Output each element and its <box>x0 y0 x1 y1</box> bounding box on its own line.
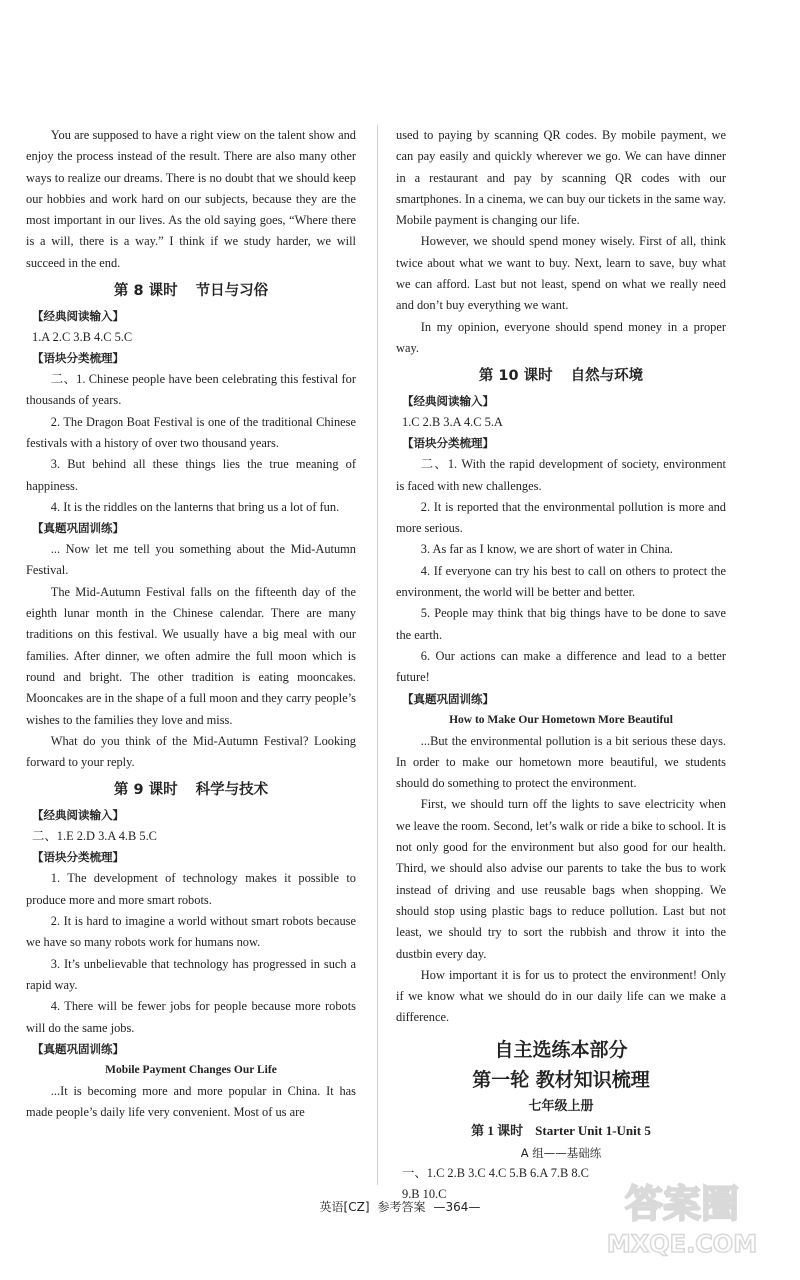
continued-paragraph: However, we should spend money wisely. First of all, think twice about what we want to buy. Next, learn to save, buy what we can afford. Last but not least, spend on what we really need and don’t buy everything we want. <box>396 234 726 313</box>
unit-heading <box>396 1119 726 1143</box>
lesson10-item: 6. Our actions can make a difference and lead to a better future! <box>396 648 726 685</box>
lesson8-essay-paragraph: ... Now let me tell you something about the Mid-Autumn Festival. <box>26 542 356 578</box>
svg-text:答案圈: 答案圈 <box>624 1182 740 1226</box>
lesson9-tag-chunks: 【语块分类梳理】 <box>32 850 124 865</box>
lesson8-essay-paragraph: The Mid-Autumn Festival falls on the fifteenth day of the eighth lunar month in the Chinese calendar. There are many traditions on this festival. We usually have a big meal with our families. After dinner, we often admire the full moon which is round and bright. The other tradition is eating mooncakes. Mooncakes are in the shape of a full moon and they carry people’s wishes to the families they love and miss. <box>26 584 356 727</box>
footer-label: 参考答案 <box>377 1200 426 1214</box>
lesson9-essay-title: Mobile Payment Changes Our Life <box>105 1063 277 1076</box>
lesson8-item: 2. The Dragon Boat Festival is one of the traditional Chinese festivals with a history of over two thousand years. <box>26 414 356 450</box>
lesson8-heading <box>26 280 356 302</box>
lesson9-item: 4. There will be fewer jobs for people because more robots will do the same jobs. <box>26 999 356 1035</box>
lesson10-tag-practice: 【真题巩固训练】 <box>402 691 494 706</box>
lesson9-number: 第 9 课时 <box>113 782 178 799</box>
lesson10-topic: 自然与环境 <box>570 368 644 385</box>
unit-answers-line1: 一、1.C 2.B 3.C 4.C 5.B 6.A 7.B 8.C <box>402 1165 589 1180</box>
lesson8-answers: 1.A 2.C 3.B 4.C 5.C <box>32 330 133 345</box>
lesson8-item: 二、1. Chinese people have been celebrating this festival for thousands of years. <box>26 372 356 408</box>
unit-lesson-number: 第 1 课时 <box>471 1122 524 1138</box>
lesson10-essay-paragraph: First, we should turn off the lights to save electricity when we leave the room. Second, let’s walk or ride a bike to school. It is not only good for the environment but also good for our health. Third, we should also advise our parents to take the bus to work instead of driving and use reusable bags when shopping. We should stop using plastic bags to reduce pollution. Last but not least, we should try to sort the rubbish and throw it into the dustbin every day. <box>396 797 726 961</box>
lesson8-tag-chunks: 【语块分类梳理】 <box>32 351 124 366</box>
lesson8-item: 3. But behind all these things lies the true meaning of happiness. <box>26 457 356 493</box>
lesson10-item: 4. If everyone can try his best to call on others to protect the environment, the world will be better and better. <box>396 563 726 600</box>
lesson9-tag-reading: 【经典阅读输入】 <box>32 808 124 823</box>
lesson9-item: 2. It is hard to imagine a world without smart robots because we have so many robots work for humans now. <box>26 914 356 950</box>
unit-name: Starter Unit 1-Unit 5 <box>535 1122 651 1138</box>
lesson10-item: 5. People may think that big things have to be done to save the earth. <box>396 606 726 642</box>
grade-title: 七年级上册 <box>528 1098 594 1114</box>
lesson10-item: 3. As far as I know, we are short of water in China. <box>420 542 673 557</box>
lesson10-item: 二、1. With the rapid development of society, environment is faced with new challenges. <box>396 457 726 493</box>
lesson10-tag-reading: 【经典阅读输入】 <box>402 394 494 409</box>
lesson8-number: 第 8 课时 <box>113 283 178 300</box>
continued-paragraph: In my opinion, everyone should spend money in a proper way. <box>396 319 726 355</box>
footer-subject: 英语[CZ] <box>319 1200 370 1214</box>
continued-paragraph: used to paying by scanning QR codes. By mobile payment, we can pay easily and quickly wherever we go. We can have dinner in a restaurant and pay by scanning QR codes with our smartphones. In a cinema, we can buy our tickets in the same way. Mobile payment is changing our life. <box>396 128 726 228</box>
lesson9-item: 3. It’s unbelievable that technology has progressed in such a rapid way. <box>26 956 356 992</box>
watermark-logo <box>582 1172 782 1262</box>
lesson10-essay-title: How to Make Our Hometown More Beautiful <box>449 713 673 726</box>
left-column <box>26 125 356 1123</box>
lesson8-topic: 节日与习俗 <box>195 283 269 300</box>
lesson8-essay-paragraph: What do you think of the Mid-Autumn Festival? Looking forward to your reply. <box>26 733 356 770</box>
lesson8-tag-reading: 【经典阅读输入】 <box>32 309 124 324</box>
lesson10-heading <box>396 365 726 387</box>
unit-answers-line2: 9.B 10.C <box>402 1186 447 1201</box>
lesson9-item: 1. The development of technology makes it possible to produce more and more smart robots. <box>26 871 356 907</box>
lesson8-item: 4. It is the riddles on the lanterns that bring us a lot of fun. <box>50 499 340 514</box>
lesson10-essay-paragraph: How important it is for us to protect the environment! Only if we know what we should do in our daily life can we make a difference. <box>396 967 726 1025</box>
lesson8-tag-practice: 【真题巩固训练】 <box>32 521 124 536</box>
right-column <box>396 125 726 1205</box>
lesson10-number: 第 10 课时 <box>478 368 553 385</box>
lesson10-essay-paragraph: ...But the environmental pollution is a bit serious these days. In order to make our hometown more beautiful, we students should do something to protect the environment. <box>396 733 726 791</box>
lesson10-item: 2. It is reported that the environmental pollution is more and more serious. <box>396 499 726 536</box>
lesson9-essay-paragraph: ...It is becoming more and more popular in China. It has made people’s daily life very convenient. Most of us are <box>26 1083 356 1120</box>
lesson9-topic: 科学与技术 <box>195 782 269 799</box>
svg-text:MXQE.COM: MXQE.COM <box>606 1230 758 1258</box>
page-number: —364— <box>433 1200 481 1214</box>
round-title: 第一轮 教材知识梳理 <box>472 1068 650 1091</box>
column-divider <box>377 125 378 1185</box>
intro-paragraph: You are supposed to have a right view on the talent show and enjoy the process instead of the result. There are also many other ways to realize our dreams. There is no doubt that we should keep our hobbies and work hard on our subjects, because they are the most important in our lives. As the old saying goes, “Where there is a will, there is a way.” I think if we study harder, we will succeed in the end. <box>26 128 356 270</box>
lesson9-heading <box>26 779 356 801</box>
section-title: 自主选练本部分 <box>494 1038 628 1061</box>
lesson9-answers: 二、1.E 2.D 3.A 4.B 5.C <box>32 829 157 844</box>
lesson9-tag-practice: 【真题巩固训练】 <box>32 1041 124 1056</box>
group-label: A 组——基础练 <box>520 1145 602 1160</box>
lesson10-tag-chunks: 【语块分类梳理】 <box>402 436 494 451</box>
lesson10-answers: 1.C 2.B 3.A 4.C 5.A <box>402 415 503 430</box>
